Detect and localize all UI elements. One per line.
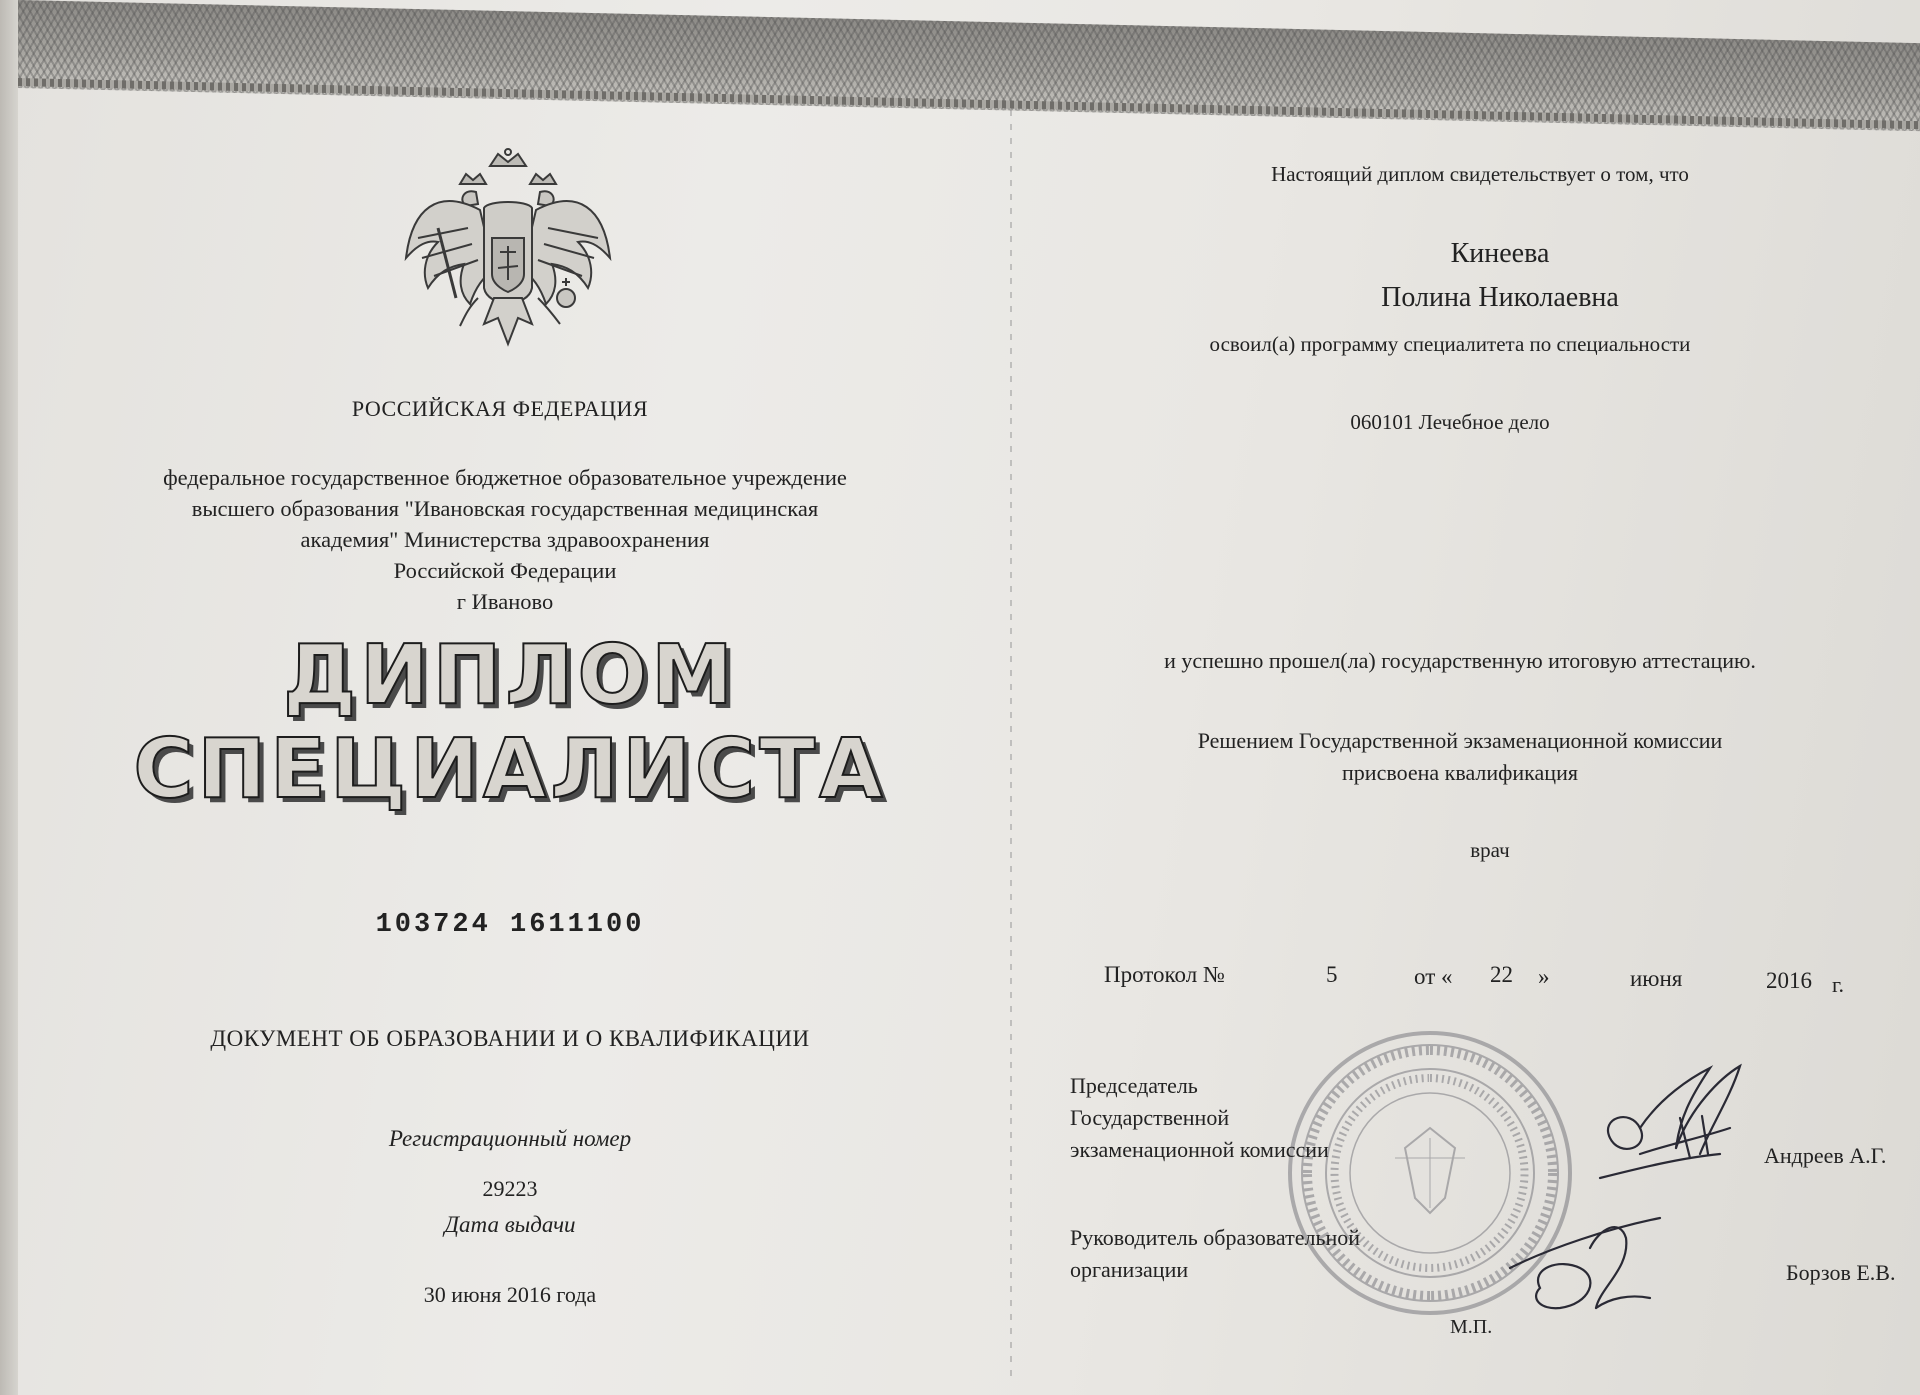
registration-number-label: Регистрационный номер <box>388 1126 632 1151</box>
institution-line: федеральное государственное бюджетное образовательное учреждение <box>163 465 847 490</box>
institution-line: академия" Министерства здравоохранения <box>300 527 710 552</box>
protocol-month: июня <box>1630 966 1683 991</box>
issue-date-label: Дата выдачи <box>444 1212 576 1237</box>
diploma-title-line1: ДИПЛОМ <box>283 628 737 723</box>
commission-decision-line1: Решением Государственной экзаменационной комиссии <box>1197 728 1723 753</box>
graduate-given-names: Полина Николаевна <box>1381 282 1619 313</box>
certifies-text: Настоящий диплом свидетельствует о том, что <box>1271 162 1689 186</box>
guilloche-border-top <box>18 0 1920 131</box>
coat-of-arms-icon <box>398 148 618 370</box>
center-fold <box>1010 110 1012 1380</box>
institution-name <box>90 462 920 617</box>
protocol-year-suffix: г. <box>1832 972 1845 997</box>
protocol-year: 2016 <box>1766 968 1812 993</box>
qualification: врач <box>1470 838 1510 862</box>
head-title-line: организации <box>1070 1257 1189 1282</box>
specialty: 060101 Лечебное дело <box>1350 410 1550 434</box>
signature-head <box>1500 1208 1680 1318</box>
diploma-title-line2: СПЕЦИАЛИСТА <box>133 722 887 817</box>
registration-number: 29223 <box>482 1176 538 1201</box>
institution-city: г Иваново <box>456 589 554 614</box>
chair-title-line: Государственной <box>1070 1105 1230 1130</box>
page-edge <box>0 0 18 1395</box>
institution-line: высшего образования "Ивановская государственная медицинская <box>191 496 819 521</box>
diploma-number: 103724 1611100 <box>375 910 645 940</box>
protocol-number: 5 <box>1326 962 1338 987</box>
document-type: ДОКУМЕНТ ОБ ОБРАЗОВАНИИ И О КВАЛИФИКАЦИИ <box>210 1026 810 1051</box>
country-name: РОССИЙСКАЯ ФЕДЕРАЦИЯ <box>351 396 649 421</box>
issue-date: 30 июня 2016 года <box>423 1282 597 1307</box>
graduate-surname: Кинеева <box>1450 238 1550 269</box>
seal-mark: М.П. <box>1450 1316 1493 1338</box>
commission-chair-title <box>1070 1070 1450 1166</box>
protocol-label: Протокол № <box>1104 962 1225 987</box>
head-title-line: Руководитель образовательной <box>1070 1225 1361 1250</box>
protocol-day: 22 <box>1490 962 1513 987</box>
mastered-program-text: освоил(а) программу специалитета по специальности <box>1209 332 1691 356</box>
organization-head-title <box>1070 1222 1450 1286</box>
protocol-from-label: от « <box>1414 964 1453 989</box>
signature-chair <box>1580 1058 1770 1188</box>
commission-decision-line2: присвоена квалификация <box>1342 760 1578 785</box>
chair-title-line: экзаменационной комиссии <box>1070 1137 1329 1162</box>
commission-chair-name: Андреев А.Г. <box>1764 1143 1887 1168</box>
chair-title-line: Председатель <box>1070 1073 1198 1098</box>
attestation-text: и успешно прошел(ла) государственную итоговую аттестацию. <box>1164 648 1756 673</box>
institution-line: Российской Федерации <box>393 558 617 583</box>
protocol-quote-close: » <box>1538 964 1550 989</box>
organization-head-name: Борзов Е.В. <box>1786 1260 1896 1285</box>
